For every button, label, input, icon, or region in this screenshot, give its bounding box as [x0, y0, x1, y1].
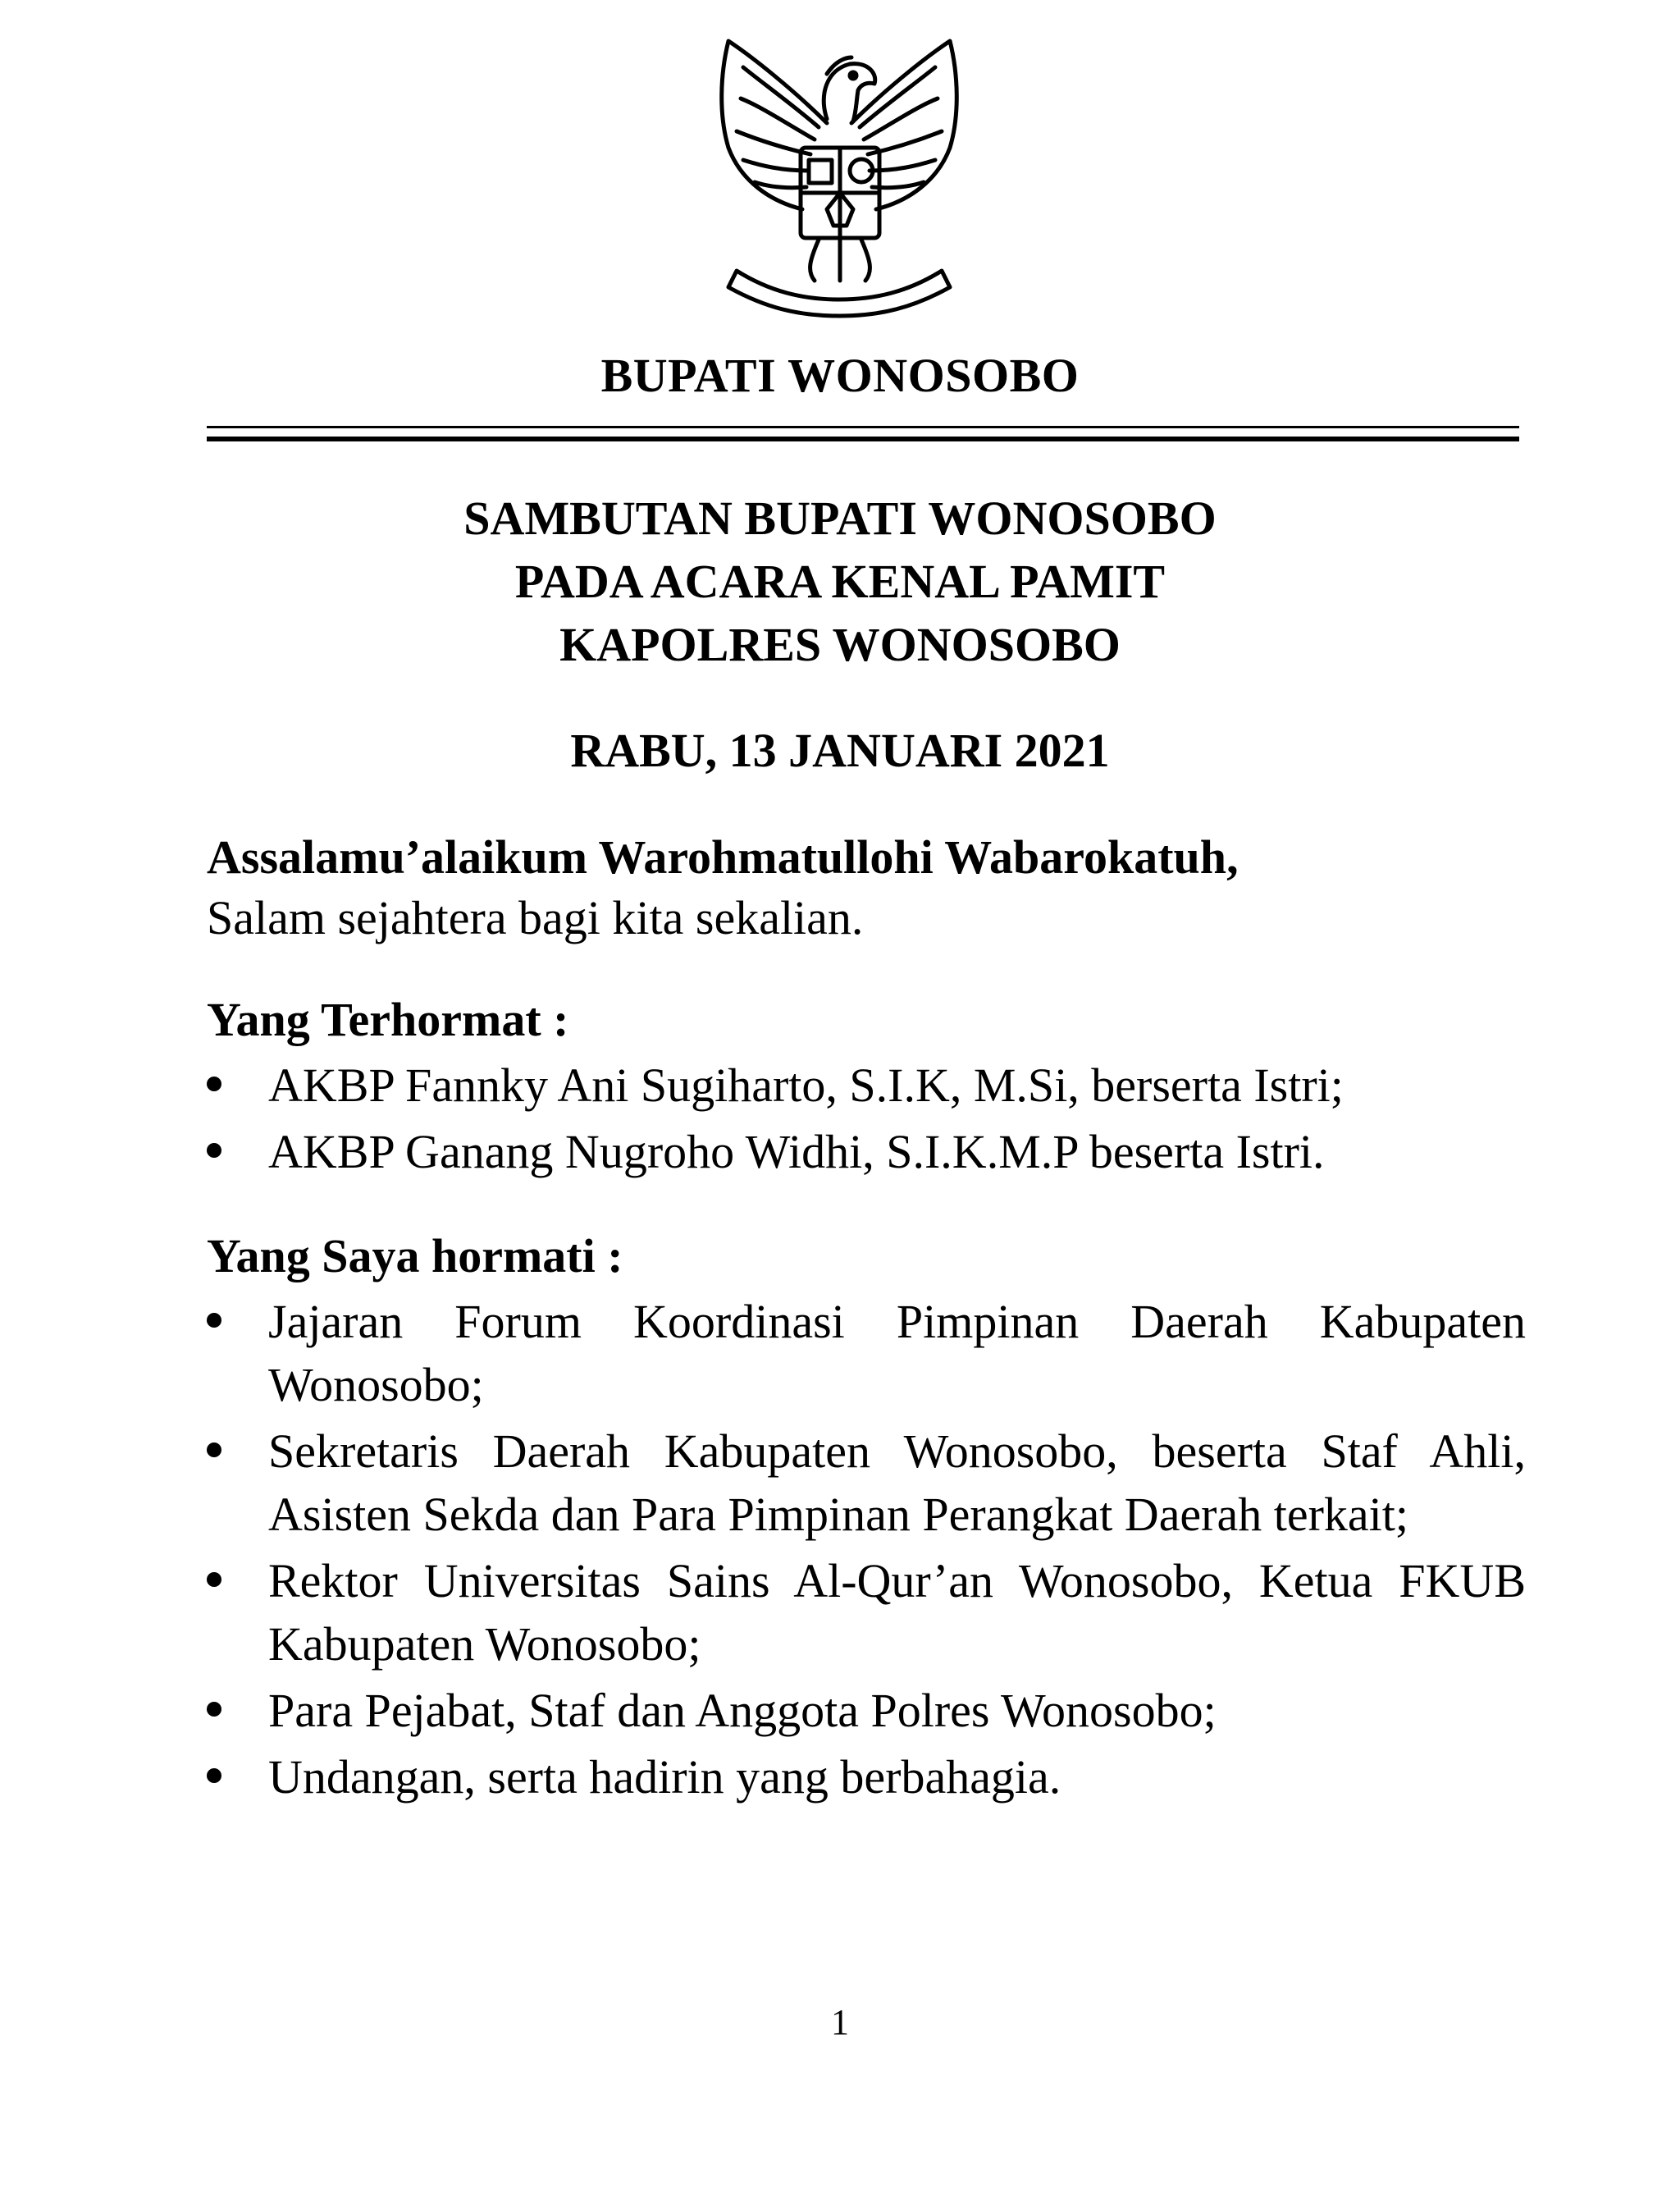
list-item	[207, 1549, 1526, 1676]
header-divider-thick	[207, 437, 1519, 441]
list-item-text: AKBP Fannky Ani Sugiharto, S.I.K, M.Si, berserta Istri;	[268, 1058, 1344, 1112]
list-item	[207, 1679, 1526, 1742]
salutation: Assalamu’alaikum Warohmatullohi Wabarokatuh,	[207, 830, 1239, 884]
bullet-icon	[207, 1768, 221, 1783]
page-number: 1	[831, 2002, 849, 2042]
header-divider-thin	[207, 426, 1519, 428]
speech-title-line: PADA ACARA KENAL PAMIT	[514, 555, 1166, 608]
bullet-icon	[207, 1077, 221, 1091]
speech-date: RABU, 13 JANUARI 2021	[570, 724, 1110, 777]
respected-heading: Yang Saya hormati :	[207, 1229, 623, 1282]
list-item-text: Jajaran Forum Koordinasi Pimpinan Daerah Kabupaten Wonosobo;	[268, 1295, 1526, 1411]
office-title: BUPATI WONOSOBO	[600, 349, 1080, 402]
list-item	[207, 1290, 1526, 1416]
bullet-icon	[207, 1313, 221, 1328]
speech-title-line: KAPOLRES WONOSOBO	[559, 618, 1121, 671]
honored-list	[207, 1054, 1526, 1183]
list-item-text: Rektor Universitas Sains Al-Qur’an Wonosobo, Ketua FKUB Kabupaten Wonosobo;	[268, 1554, 1526, 1671]
greeting-line: Salam sejahtera bagi kita sekalian.	[207, 891, 864, 944]
bullet-icon	[207, 1143, 221, 1158]
speech-body	[207, 827, 1526, 1810]
list-item-text: Para Pejabat, Staf dan Anggota Polres Wonosobo;	[268, 1684, 1217, 1737]
speech-title	[0, 487, 1680, 676]
list-item-text: AKBP Ganang Nugroho Widhi, S.I.K.M.P beserta Istri.	[268, 1125, 1325, 1178]
bullet-icon	[207, 1702, 221, 1717]
speech-title-line: SAMBUTAN BUPATI WONOSOBO	[463, 491, 1217, 545]
list-item-text: Undangan, serta hadirin yang berbahagia.	[268, 1750, 1061, 1804]
garuda-pancasila-emblem-icon	[704, 25, 975, 324]
respected-list	[207, 1290, 1526, 1808]
bullet-icon	[207, 1442, 221, 1457]
bullet-icon	[207, 1572, 221, 1587]
list-item	[207, 1420, 1526, 1546]
list-item-text: Sekretaris Daerah Kabupaten Wonosobo, beserta Staf Ahli, Asisten Sekda dan Para Pimpinan Perangkat Daerah terkait;	[268, 1424, 1526, 1541]
list-item	[207, 1054, 1526, 1117]
honored-heading: Yang Terhormat :	[207, 993, 569, 1046]
list-item	[207, 1120, 1526, 1183]
list-item	[207, 1745, 1526, 1808]
